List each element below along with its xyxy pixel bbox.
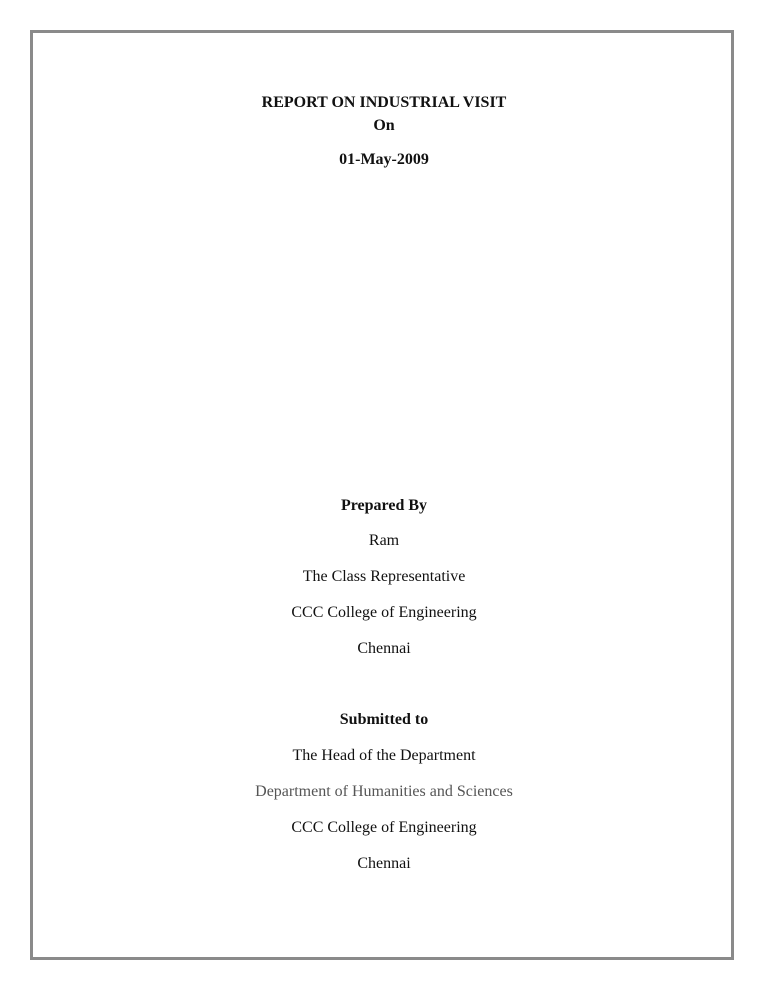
submitted-to-college: CCC College of Engineering: [291, 819, 477, 836]
prepared-by-college: CCC College of Engineering: [291, 604, 477, 621]
prepared-by-role: The Class Representative: [302, 568, 466, 585]
prepared-by-city: Chennai: [357, 640, 411, 657]
report-title: REPORT ON INDUSTRIAL VISIT: [261, 94, 507, 111]
report-title-on: On: [373, 117, 395, 134]
submitted-to-department: Department of Humanities and Sciences: [255, 783, 513, 800]
submitted-to-recipient: The Head of the Department: [292, 747, 476, 764]
submitted-to-city: Chennai: [357, 855, 411, 872]
submitted-to-heading: Submitted to: [339, 711, 429, 728]
prepared-by-name: Ram: [368, 532, 400, 549]
prepared-by-heading: Prepared By: [340, 497, 428, 514]
report-date: 01-May-2009: [339, 151, 429, 168]
